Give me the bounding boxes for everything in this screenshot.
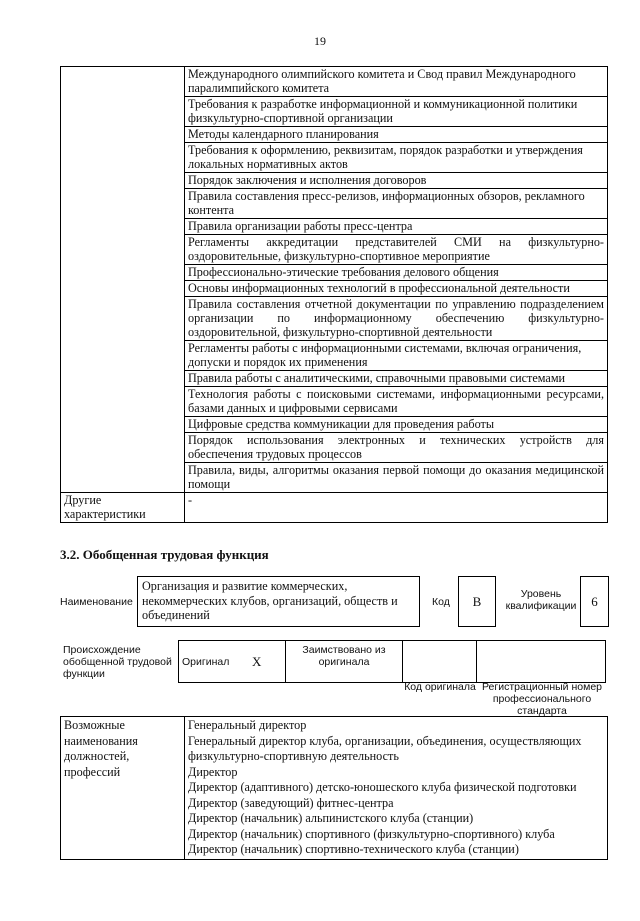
origin-table — [60, 640, 606, 683]
code-label: Код — [432, 596, 450, 608]
knowledge-item: Методы календарного планирования — [185, 127, 608, 143]
section-title: 3.2. Обобщенная трудовая функция — [60, 547, 269, 562]
knowledge-item: Основы информационных технологий в профессиональной деятельности — [185, 281, 608, 297]
knowledge-table — [60, 66, 608, 523]
knowledge-item: Правила составления отчетной документации по управлению подразделением организации по информационному обеспечению физкультурно-оздоровительной, физкультурно-спортивной деятельности — [185, 297, 608, 341]
level-label: Уровень квалификации — [505, 588, 577, 612]
code-original-label: Код оригинала — [404, 681, 476, 693]
code-value-box: B — [458, 576, 496, 627]
knowledge-item: Технология работы с поисковыми системами, информационными ресурсами, базами данных и цифровыми сервисами — [185, 387, 608, 417]
position-item: Директор (адаптивного) детско-юношеского клуба физической подготовки — [188, 780, 577, 794]
reg-number-label: Регистрационный номер профессионального стандарта — [482, 681, 602, 717]
knowledge-item: Порядок использования электронных и технических устройств для обеспечения трудовых процессов — [185, 433, 608, 463]
knowledge-item: Порядок заключения и исполнения договоров — [185, 173, 608, 189]
position-item: Генеральный директор клуба, организации, объединения, осуществляющих физкультурно-спортивную деятельность — [188, 733, 582, 763]
position-item: Директор (начальник) альпинистского клуба (станции) — [188, 811, 474, 825]
knowledge-label-cell — [61, 67, 185, 493]
knowledge-item: Требования к оформлению, реквизитам, порядок разработки и утверждения локальных нормативных актов — [185, 143, 608, 173]
position-item: Директор — [188, 764, 238, 779]
function-name-box: Организация и развитие коммерческих, некоммерческих клубов, организаций, обществ и объединений — [137, 576, 420, 627]
position-item: Директор (начальник) спортивно-технического клуба (станции) — [188, 842, 519, 856]
knowledge-item: Регламенты аккредитации представителей СМИ на физкультурно-оздоровительные, физкультурно-спортивное мероприятие — [185, 235, 608, 265]
position-item: Генеральный директор — [188, 718, 307, 732]
knowledge-item: Цифровые средства коммуникации для проведения работы — [185, 417, 608, 433]
name-label: Наименование — [60, 596, 133, 608]
knowledge-item: Правила, виды, алгоритмы оказания первой помощи до оказания медицинской помощи — [185, 463, 608, 493]
level-value-box: 6 — [580, 576, 609, 627]
positions-label: Возможные наименования должностей, профессий — [61, 717, 185, 860]
other-label: Другие характеристики — [61, 493, 185, 523]
knowledge-item: Правила работы с аналитическими, справочными правовыми системами — [185, 371, 608, 387]
knowledge-item: Международного олимпийского комитета и Свод правил Международного паралимпийского комитета — [185, 67, 608, 97]
code-original-cell — [403, 641, 477, 683]
position-item: Директор (заведующий) фитнес-центра — [188, 795, 394, 810]
other-value: - — [185, 493, 608, 523]
knowledge-item: Профессионально-этические требования делового общения — [185, 265, 608, 281]
positions-list — [185, 717, 608, 860]
knowledge-item: Требования к разработке информационной и коммуникационной политики физкультурно-спортивной организации — [185, 97, 608, 127]
borrowed-label: Заимствовано из оригинала — [286, 641, 403, 683]
knowledge-item: Регламенты работы с информационными системами, включая ограничения, допуски и порядок их применения — [185, 341, 608, 371]
original-mark: X — [249, 641, 286, 683]
knowledge-item: Правила составления пресс-релизов, информационных обзоров, рекламного контента — [185, 189, 608, 219]
positions-table — [60, 716, 608, 860]
page-number: 19 — [314, 34, 326, 48]
knowledge-item: Правила организации работы пресс-центра — [185, 219, 608, 235]
reg-number-cell — [477, 641, 606, 683]
original-label: Оригинал — [179, 641, 250, 683]
origin-label: Происхождение обобщенной трудовой функции — [63, 643, 172, 680]
position-item: Директор (начальник) спортивного (физкультурно-спортивного) клуба — [188, 826, 555, 841]
